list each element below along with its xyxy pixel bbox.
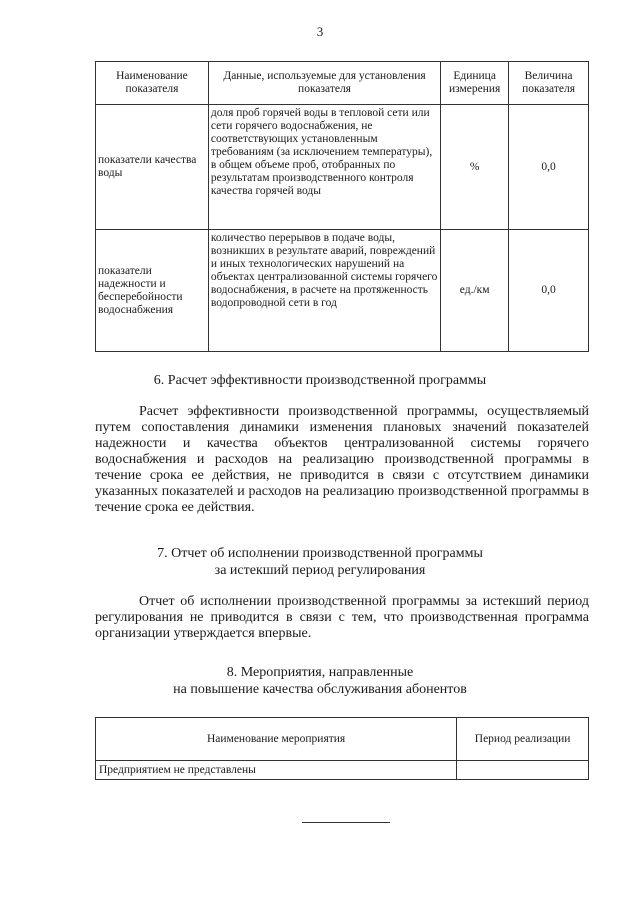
measure-period: [457, 761, 589, 780]
header-period: Период реализации: [457, 718, 589, 761]
indicator-data: количество перерывов в подаче воды, возникших в результате аварий, повреждений и иных технологических нарушений на объектах централизованной системы горячего водоснабжения, в расчете на протяженность водопроводной сети в год: [208, 230, 440, 352]
indicator-name: показатели надежности и бесперебойности водоснабжения: [96, 230, 209, 352]
header-measure-name: Наименование мероприятия: [96, 718, 457, 761]
section-6-text: Расчет эффективности производственной программы, осуществляемый путем сопоставления динамики изменения плановых значений показателей надежности и качества объектов централизованной системы горячего водоснабжения и расходов на реализацию производственной программы в течение срока ее действия, не приводится в связи с отсутствием динамики указанных показателей и расходов на реализацию производственной программы в течение срока ее действия.: [95, 404, 589, 515]
indicator-name: показатели качества воды: [96, 105, 209, 230]
table-row: [96, 761, 589, 780]
section-7-text: Отчет об исполнении производственной программы за истекший период регулирования не приводится в связи с тем, что производственная программа организации утверждается впервые.: [95, 594, 589, 641]
indicator-unit: ед./км: [441, 230, 509, 352]
header-data-used: Данные, используемые для установления показателя: [208, 62, 440, 105]
section-7-title-line-1: 7. Отчет об исполнении производственной программы: [157, 546, 483, 561]
section-7-title-line-2: за истекший период регулирования: [214, 563, 426, 578]
section-6-title: 6. Расчет эффективности производственной программы: [153, 373, 487, 388]
indicator-value: 0,0: [509, 105, 589, 230]
header-indicator-name: Наименование показателя: [96, 62, 209, 105]
header-value: Величина показателя: [509, 62, 589, 105]
indicator-unit: %: [441, 105, 509, 230]
end-divider: [302, 822, 390, 823]
section-7-paragraph: [95, 594, 589, 642]
measures-table: [95, 717, 589, 780]
measure-name: Предприятием не представлены: [96, 761, 457, 780]
header-unit: Единица измерения: [441, 62, 509, 105]
table-row: [96, 230, 589, 352]
indicators-table: [95, 61, 589, 352]
section-8-title-line-2: на повышение качества обслуживания абонентов: [173, 682, 467, 697]
table-header-row: [96, 718, 589, 761]
page-number: 3: [316, 24, 324, 39]
indicator-value: 0,0: [509, 230, 589, 352]
indicator-data: доля проб горячей воды в тепловой сети или сети горячего водоснабжения, не соответствующих установленным требованиям (за исключением температуры), в общем объеме проб, отобранных по результатам производственного контроля качества горячей воды: [208, 105, 440, 230]
table-header-row: [96, 62, 589, 105]
table-row: [96, 105, 589, 230]
section-6-paragraph: [95, 404, 589, 516]
section-8-title-line-1: 8. Мероприятия, направленные: [226, 665, 414, 680]
